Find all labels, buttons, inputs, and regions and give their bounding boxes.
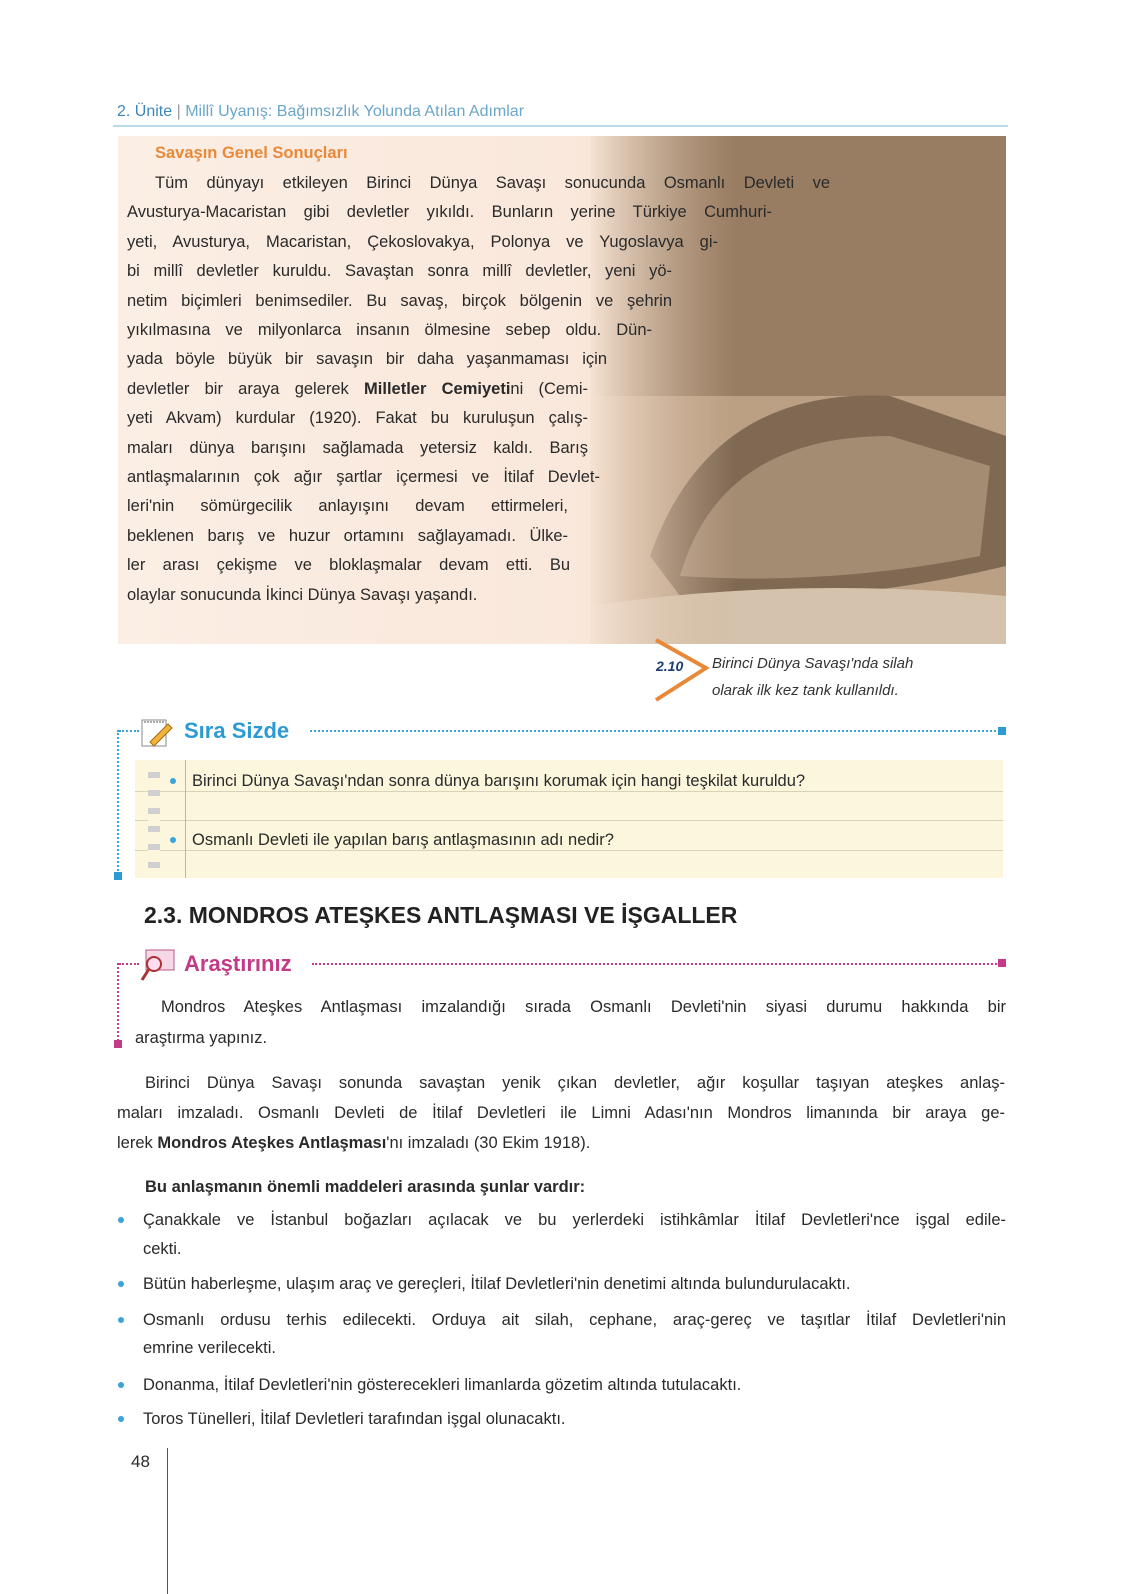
arastiriniz-border xyxy=(312,963,1000,965)
arastiriniz-border xyxy=(119,963,139,965)
text-line: maları dünya barışını sağlamada yetersiz kaldı. Barış xyxy=(127,438,588,457)
figure-caption xyxy=(712,650,913,704)
bullet xyxy=(118,1416,124,1422)
sira-sizde-border xyxy=(119,730,139,732)
bold-term: Milletler Cemiyeti xyxy=(364,379,511,398)
text-line: netim biçimleri benimsediler. Bu savaş, birçok bölgenin ve şehrin xyxy=(127,291,672,310)
text-line: ler arası çekişme ve bloklaşmalar devam etti. Bu xyxy=(127,556,570,575)
figure-number: 2.10 xyxy=(656,658,684,674)
header-underline xyxy=(113,125,1008,127)
arastiriniz-border xyxy=(117,963,119,1041)
text-line: Toros Tünelleri, İtilaf Devletleri tarafından işgal olunacaktı. xyxy=(143,1410,566,1428)
notepad-pencil-icon xyxy=(140,716,174,748)
page-number: 48 xyxy=(131,1452,150,1471)
binder-holes xyxy=(148,764,160,876)
running-header: 2. Ünite | Millî Uyanış: Bağımsızlık Yolunda Atılan Adımlar xyxy=(117,103,525,120)
text-line: yeti Akvam) kurdular (1920). Fakat bu kuruluşun çalış- xyxy=(127,409,588,428)
text-line xyxy=(117,1133,590,1153)
text-line: Bütün haberleşme, ulaşım araç ve gereçleri, İtilaf Devletleri'nin denetimi altında bulundurulacaktı. xyxy=(143,1275,851,1293)
arastiriniz-end-marker xyxy=(114,1040,122,1048)
ruled-line xyxy=(135,850,1003,851)
text-line: yeti, Avusturya, Macaristan, Çekoslovakya, Polonya ve Yugoslavya gi- xyxy=(127,232,718,251)
sira-sizde-title: Sıra Sizde xyxy=(184,718,290,743)
text-line: cekti. xyxy=(143,1240,182,1258)
text-line: olaylar sonucunda İkinci Dünya Savaşı yaşandı. xyxy=(127,585,478,604)
text-line: Avusturya-Macaristan gibi devletler yıkıldı. Bunların yerine Türkiye Cumhuri- xyxy=(127,203,772,222)
arastiriniz-text: araştırma yapınız. xyxy=(135,1029,268,1047)
caption-line: Birinci Dünya Savaşı'nda silah xyxy=(712,655,914,672)
sira-sizde-end-marker xyxy=(998,727,1006,735)
text-segment: devletler bir araya gelerek xyxy=(127,379,365,398)
question: Osmanlı Devleti ile yapılan barış antlaşmasının adı nedir? xyxy=(192,831,614,849)
text-line: Osmanlı ordusu terhis edilecekti. Orduya ait silah, cephane, araç-gereç ve taşıtlar İtilaf Devletleri'nin xyxy=(143,1311,1006,1329)
ruled-line xyxy=(135,820,1003,821)
text-line: Tüm dünyayı etkileyen Birinci Dünya Savaşı sonucunda Osmanlı Devleti ve xyxy=(155,174,830,192)
unit-label: 2. Ünite xyxy=(117,103,173,120)
text-line: antlaşmalarının çok ağır şartlar içermesi ve İtilaf Devlet- xyxy=(127,468,600,486)
page-number-rule xyxy=(167,1448,168,1594)
question: Birinci Dünya Savaşı'ndan sonra dünya barışını korumak için hangi teşkilat kuruldu? xyxy=(192,772,806,790)
text-line: Çanakkale ve İstanbul boğazları açılacak ve bu yerlerdeki istihkâmlar İtilaf Devletleri'nce işgal edile- xyxy=(143,1211,1006,1229)
text-segment: 'nı imzaladı (30 Ekim 1918). xyxy=(386,1134,591,1152)
text-segment: lerek xyxy=(117,1134,158,1152)
unit-title: Millî Uyanış: Bağımsızlık Yolunda Atılan Adımlar xyxy=(185,103,525,120)
caption-line: olarak ilk kez tank kullanıldı. xyxy=(712,682,899,699)
articles-heading: Bu anlaşmanın önemli maddeleri arasında şunlar vardır: xyxy=(145,1178,586,1196)
text-line: emrine verilecekti. xyxy=(143,1339,276,1357)
text-segment: ni (Cemi- xyxy=(510,379,588,398)
sira-sizde-end-marker xyxy=(114,872,122,880)
text-line: Birinci Dünya Savaşı sonunda savaştan yenik çıkan devletler, ağır koşullar taşıyan ateşkes anlaş- xyxy=(145,1074,1005,1092)
text-line: maları imzaladı. Osmanlı Devleti de İtilaf Devletleri ile Limni Adası'nın Mondros limanında bir araya ge- xyxy=(117,1104,1005,1122)
bullet xyxy=(170,837,176,843)
text-line: yada böyle büyük bir savaşın bir daha yaşanmaması için xyxy=(127,350,607,369)
text-line: leri'nin sömürgecilik anlayışını devam ettirmeleri, xyxy=(127,497,568,516)
box-title: Savaşın Genel Sonuçları xyxy=(155,144,348,162)
magnifier-icon xyxy=(140,948,178,982)
text-line: Donanma, İtilaf Devletleri'nin gösterecekleri limanlarda gözetim altında tutulacaktı. xyxy=(143,1376,742,1394)
bullet xyxy=(118,1281,124,1287)
bullet xyxy=(118,1382,124,1388)
bullet xyxy=(170,778,176,784)
arastiriniz-text: Mondros Ateşkes Antlaşması imzalandığı sırada Osmanlı Devleti'nin siyasi durumu hakkında bir xyxy=(161,998,1006,1016)
arastiriniz-end-marker xyxy=(998,959,1006,967)
text-line: yıkılmasına ve milyonlarca insanın ölmesine sebep oldu. Dün- xyxy=(127,321,652,339)
bold-term: Mondros Ateşkes Antlaşması xyxy=(157,1134,387,1152)
text-line: bi millî devletler kuruldu. Savaştan sonra millî devletler, yeni yö- xyxy=(127,262,672,281)
bullet xyxy=(118,1317,124,1323)
sira-sizde-border xyxy=(310,730,1000,732)
margin-line xyxy=(185,760,186,878)
arastiriniz-title: Araştırınız xyxy=(184,951,292,976)
ruled-line xyxy=(135,791,1003,792)
text-line xyxy=(127,379,588,399)
bullet xyxy=(118,1217,124,1223)
section-heading: 2.3. MONDROS ATEŞKES ANTLAŞMASI VE İŞGALLER xyxy=(144,902,738,928)
sira-sizde-border xyxy=(117,730,119,878)
text-line: beklenen barış ve huzur ortamını sağlayamadı. Ülke- xyxy=(127,526,568,545)
